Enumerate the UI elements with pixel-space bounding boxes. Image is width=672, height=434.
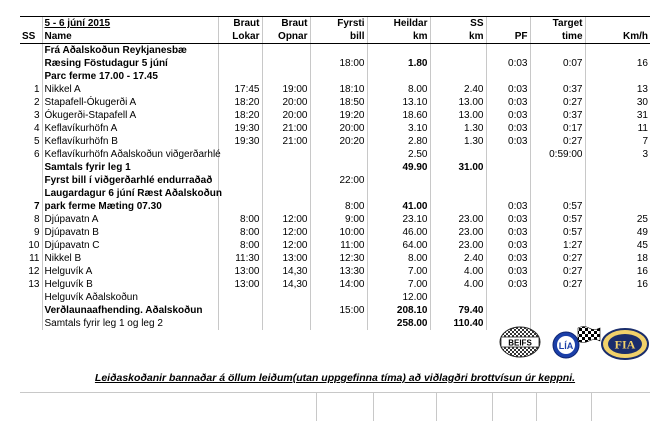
header-cell: Heildar [367, 17, 430, 31]
cell-sskm: 1.30 [430, 135, 486, 148]
cell-kmh: 13 [585, 83, 650, 96]
cell-kmh [585, 304, 650, 317]
table-row [20, 200, 650, 213]
cell-name: Djúpavatn B [42, 226, 218, 239]
cell-ss [20, 291, 42, 304]
cell-lokar: 18:20 [218, 109, 262, 122]
cell-pf [486, 70, 530, 83]
table-row [20, 239, 650, 252]
cell-ss: 3 [33, 110, 40, 121]
grid-line [316, 393, 317, 421]
grid-line [591, 393, 592, 421]
cell-lokar: 13:00 [218, 265, 262, 278]
cell-ss [20, 57, 42, 70]
cell-ss [20, 304, 42, 317]
table-row [20, 57, 650, 70]
cell-pf: 0:03 [486, 265, 530, 278]
cell-target [530, 187, 585, 200]
cell-ss: 6 [33, 149, 40, 160]
header-cell: SS [20, 30, 42, 44]
header-cell: time [530, 30, 585, 44]
cell-kmh: 31 [585, 109, 650, 122]
cell-sskm [430, 174, 486, 187]
cell-bill: 12:30 [310, 252, 367, 265]
cell-ss: 7 [33, 201, 40, 212]
cell-target [530, 174, 585, 187]
cell-opnar: 20:00 [262, 96, 310, 109]
cell-heild: 18.60 [367, 109, 430, 122]
cell-opnar: 12:00 [262, 213, 310, 226]
table-row [20, 226, 650, 239]
cell-bill: 8:00 [310, 200, 367, 213]
cell-bill [310, 70, 367, 83]
grid-line [373, 393, 374, 421]
schedule-date: 5 - 6 júní 2015 [42, 17, 218, 31]
cell-lokar: 8:00 [218, 213, 262, 226]
cell-bill: 20:20 [310, 135, 367, 148]
cell-kmh: 7 [585, 135, 650, 148]
cell-heild: 2.50 [367, 148, 430, 161]
table-row [20, 161, 650, 174]
cell-lokar [218, 187, 262, 200]
header-cell: km [430, 30, 486, 44]
cell-bill [310, 148, 367, 161]
cell-bill: 13:30 [310, 265, 367, 278]
cell-opnar [262, 291, 310, 304]
table-row [20, 213, 650, 226]
cell-bill: 20:00 [310, 122, 367, 135]
cell-ss: 10 [28, 240, 40, 251]
header-cell [585, 17, 650, 31]
cell-heild: 41.00 [367, 200, 430, 213]
cell-name: Stapafell-Ókugerði A [42, 96, 218, 109]
cell-name: Samtals fyrir leg 1 [42, 161, 218, 174]
cell-name: Keflavíkurhöfn Aðalskoðun viðgerðarhlé [42, 148, 218, 161]
cell-bill: 18:00 [310, 57, 367, 70]
cell-kmh [585, 200, 650, 213]
cell-kmh: 11 [585, 122, 650, 135]
cell-target [530, 291, 585, 304]
cell-name: Djúpavatn A [42, 213, 218, 226]
beifs-logo-icon [498, 325, 542, 359]
cell-bill [310, 291, 367, 304]
cell-sskm: 2.40 [430, 83, 486, 96]
cell-pf: 0:03 [486, 83, 530, 96]
table-row [20, 252, 650, 265]
cell-pf: 0:03 [486, 57, 530, 70]
cell-pf: 0:03 [486, 252, 530, 265]
fia-logo-text: FIA [614, 337, 636, 352]
cell-lokar: 18:20 [218, 96, 262, 109]
cell-target: 1:27 [530, 239, 585, 252]
cell-heild: 8.00 [367, 252, 430, 265]
cell-lokar [218, 291, 262, 304]
cell-lokar: 8:00 [218, 239, 262, 252]
cell-ss: 4 [33, 123, 40, 134]
cell-ss: 5 [33, 136, 40, 147]
cell-opnar: 14,30 [262, 265, 310, 278]
cell-target [530, 161, 585, 174]
cell-pf [486, 291, 530, 304]
cell-target: 0:07 [530, 57, 585, 70]
cell-ss: 1 [33, 84, 40, 95]
cell-ss [20, 70, 42, 83]
cell-kmh [585, 187, 650, 200]
cell-target: 0:57 [530, 200, 585, 213]
cell-heild [367, 70, 430, 83]
table-row [20, 174, 650, 187]
header-cell: bill [310, 30, 367, 44]
cell-sskm: 1.30 [430, 122, 486, 135]
header-cell: Km/h [585, 30, 650, 44]
cell-heild: 8.00 [367, 83, 430, 96]
cell-opnar [262, 70, 310, 83]
cell-name: Keflavíkurhöfn A [42, 122, 218, 135]
cell-sskm [430, 291, 486, 304]
cell-sskm: 4.00 [430, 278, 486, 291]
header-cell: PF [486, 30, 530, 44]
cell-name: Djúpavatn C [42, 239, 218, 252]
header-cell [486, 17, 530, 31]
cell-sskm [430, 187, 486, 200]
cell-name: Nikkel A [42, 83, 218, 96]
cell-target: 0:17 [530, 122, 585, 135]
table-row [20, 122, 650, 135]
cell-pf [486, 161, 530, 174]
cell-kmh: 16 [585, 57, 650, 70]
cell-opnar [262, 304, 310, 317]
cell-opnar [262, 200, 310, 213]
cell-bill: 9:00 [310, 213, 367, 226]
rally-schedule-table [20, 16, 650, 330]
cell-sskm: 31.00 [430, 161, 486, 174]
cell-lokar [218, 200, 262, 213]
table-row [20, 135, 650, 148]
header-cell: km [367, 30, 430, 44]
cell-bill: 10:00 [310, 226, 367, 239]
cell-kmh: 16 [585, 278, 650, 291]
cell-target: 0:37 [530, 83, 585, 96]
cell-opnar: 21:00 [262, 122, 310, 135]
cell-lokar: 13:00 [218, 278, 262, 291]
cell-opnar: 20:00 [262, 109, 310, 122]
cell-lokar: 19:30 [218, 122, 262, 135]
cell-ss [20, 44, 42, 58]
cell-ss: 9 [33, 227, 40, 238]
cell-name: Keflavíkurhöfn B [42, 135, 218, 148]
cell-ss [20, 161, 42, 174]
cell-target [530, 70, 585, 83]
cell-pf [486, 187, 530, 200]
cell-heild: 3.10 [367, 122, 430, 135]
cell-heild: 12.00 [367, 291, 430, 304]
cell-target [530, 44, 585, 58]
cell-target: 0:27 [530, 278, 585, 291]
cell-opnar [262, 174, 310, 187]
cell-target: 0:27 [530, 135, 585, 148]
cell-heild: 13.10 [367, 96, 430, 109]
cell-kmh [585, 174, 650, 187]
cell-sskm [430, 44, 486, 58]
cell-heild: 64.00 [367, 239, 430, 252]
cell-target: 0:27 [530, 96, 585, 109]
cell-name: Verðlaunaafhending. Aðalskoðun [42, 304, 218, 317]
header-row-2 [20, 30, 650, 44]
cell-sskm: 23.00 [430, 239, 486, 252]
cell-heild: 1.80 [367, 57, 430, 70]
cell-sskm [430, 57, 486, 70]
cell-bill: 22:00 [310, 174, 367, 187]
cell-ss [20, 174, 42, 187]
cell-heild [367, 174, 430, 187]
grid-line [492, 393, 493, 421]
cell-kmh: 45 [585, 239, 650, 252]
cell-target: 0:57 [530, 213, 585, 226]
cell-name: Helguvík B [42, 278, 218, 291]
cell-name: Helguvík A [42, 265, 218, 278]
cell-kmh [585, 70, 650, 83]
cell-ss: 8 [33, 214, 40, 225]
cell-lokar [218, 174, 262, 187]
cell-heild: 258.00 [367, 317, 430, 330]
header-cell [20, 17, 42, 31]
cell-pf [486, 304, 530, 317]
header-cell: Lokar [218, 30, 262, 44]
header-cell: Braut [218, 17, 262, 31]
cell-opnar: 19:00 [262, 83, 310, 96]
grid-line [536, 393, 537, 421]
cell-kmh: 18 [585, 252, 650, 265]
cell-opnar: 12:00 [262, 226, 310, 239]
table-row [20, 291, 650, 304]
cell-heild: 46.00 [367, 226, 430, 239]
table-row [20, 70, 650, 83]
header-cell: Opnar [262, 30, 310, 44]
cell-ss: 13 [28, 279, 40, 290]
cell-lokar [218, 161, 262, 174]
cell-name: Frá Aðalskoðun Reykjanesbæ [42, 44, 218, 58]
cell-name: Ræsing Föstudagur 5 júní [42, 57, 218, 70]
cell-sskm [430, 200, 486, 213]
cell-sskm: 23.00 [430, 226, 486, 239]
empty-footer-rows [20, 392, 650, 421]
cell-pf: 0:03 [486, 200, 530, 213]
cell-name: Samtals fyrir leg 1 og leg 2 [42, 317, 218, 330]
cell-pf: 0:03 [486, 278, 530, 291]
cell-pf: 0:03 [486, 122, 530, 135]
cell-lokar: 19:30 [218, 135, 262, 148]
table-row [20, 44, 650, 58]
cell-heild: 23.10 [367, 213, 430, 226]
cell-name: Fyrst bill í viðgerðarhlé endurraðað [42, 174, 218, 187]
cell-target: 0:27 [530, 252, 585, 265]
table-row [20, 148, 650, 161]
table-row [20, 278, 650, 291]
cell-opnar: 21:00 [262, 135, 310, 148]
cell-target: 0:27 [530, 265, 585, 278]
header-cell: Target [530, 17, 585, 31]
cell-kmh [585, 44, 650, 58]
cell-lokar [218, 148, 262, 161]
cell-pf: 0:03 [486, 213, 530, 226]
cell-pf: 0:03 [486, 226, 530, 239]
cell-lokar [218, 44, 262, 58]
cell-name: Helguvík Aðalskoðun [42, 291, 218, 304]
cell-target: 0:37 [530, 109, 585, 122]
cell-lokar: 17:45 [218, 83, 262, 96]
grid-line [436, 393, 437, 421]
cell-opnar [262, 57, 310, 70]
cell-bill: 19:20 [310, 109, 367, 122]
cell-lokar: 8:00 [218, 226, 262, 239]
cell-heild: 2.80 [367, 135, 430, 148]
cell-opnar: 12:00 [262, 239, 310, 252]
cell-name: Nikkel B [42, 252, 218, 265]
cell-heild: 7.00 [367, 265, 430, 278]
cell-bill [310, 187, 367, 200]
cell-opnar: 13:00 [262, 252, 310, 265]
header-cell: Braut [262, 17, 310, 31]
cell-heild: 49.90 [367, 161, 430, 174]
reconnaissance-warning-note: Leiðaskoðanir bannaðar á öllum leiðum(utan uppgefinna tíma) að viðlagðri brottvísun úr keppni. [94, 372, 576, 384]
cell-opnar [262, 161, 310, 174]
cell-heild [367, 44, 430, 58]
cell-sskm: 2.40 [430, 252, 486, 265]
cell-bill: 11:00 [310, 239, 367, 252]
cell-kmh: 49 [585, 226, 650, 239]
schedule-sheet [20, 16, 650, 330]
cell-lokar: 11:30 [218, 252, 262, 265]
beifs-logo-text: BEIFS [508, 338, 532, 348]
cell-kmh: 16 [585, 265, 650, 278]
fia-logo-icon [600, 327, 650, 361]
cell-kmh: 30 [585, 96, 650, 109]
cell-pf [486, 44, 530, 58]
table-row [20, 96, 650, 109]
cell-pf: 0:03 [486, 96, 530, 109]
cell-name: Parc ferme 17.00 - 17.45 [42, 70, 218, 83]
header-row-1 [20, 17, 650, 31]
cell-sskm [430, 70, 486, 83]
header-cell: Name [42, 30, 218, 44]
cell-bill: 18:10 [310, 83, 367, 96]
cell-lokar [218, 70, 262, 83]
cell-sskm [430, 148, 486, 161]
cell-ss: 2 [33, 97, 40, 108]
cell-sskm: 79.40 [430, 304, 486, 317]
cell-target: 0:59:00 [530, 148, 585, 161]
cell-heild: 208.10 [367, 304, 430, 317]
cell-opnar [262, 44, 310, 58]
cell-sskm: 13.00 [430, 109, 486, 122]
table-row [20, 83, 650, 96]
cell-sskm: 13.00 [430, 96, 486, 109]
cell-pf [486, 148, 530, 161]
table-row [20, 187, 650, 200]
header-cell: SS [430, 17, 486, 31]
cell-opnar [262, 148, 310, 161]
cell-sskm: 23.00 [430, 213, 486, 226]
checkered-flag-icon [576, 325, 602, 347]
cell-heild [367, 187, 430, 200]
cell-bill: 18:50 [310, 96, 367, 109]
cell-name: park ferme Mæting 07.30 [42, 200, 218, 213]
cell-bill [310, 44, 367, 58]
cell-target: 0:57 [530, 226, 585, 239]
table-row [20, 304, 650, 317]
cell-sskm: 110.40 [430, 317, 486, 330]
cell-name: Laugardagur 6 júní Ræst Aðalskoðun [42, 187, 218, 200]
cell-pf: 0:03 [486, 239, 530, 252]
cell-kmh: 25 [585, 213, 650, 226]
cell-lokar [218, 57, 262, 70]
cell-bill: 15:00 [310, 304, 367, 317]
cell-opnar [262, 187, 310, 200]
lia-logo-text: LÍA [558, 341, 574, 351]
cell-ss: 12 [28, 266, 40, 277]
cell-target [530, 304, 585, 317]
cell-kmh [585, 291, 650, 304]
cell-sskm: 4.00 [430, 265, 486, 278]
cell-bill [310, 161, 367, 174]
cell-ss [20, 187, 42, 200]
cell-pf: 0:03 [486, 135, 530, 148]
cell-name: Ókugerði-Stapafell A [42, 109, 218, 122]
cell-opnar: 14,30 [262, 278, 310, 291]
sponsor-logos [0, 325, 672, 365]
cell-heild: 7.00 [367, 278, 430, 291]
header-cell: Fyrsti [310, 17, 367, 31]
table-row [20, 265, 650, 278]
cell-lokar [218, 304, 262, 317]
cell-ss: 11 [29, 253, 40, 264]
cell-kmh [585, 161, 650, 174]
cell-bill: 14:00 [310, 278, 367, 291]
cell-pf [486, 174, 530, 187]
cell-kmh: 3 [585, 148, 650, 161]
cell-pf: 0:03 [486, 109, 530, 122]
table-row [20, 109, 650, 122]
